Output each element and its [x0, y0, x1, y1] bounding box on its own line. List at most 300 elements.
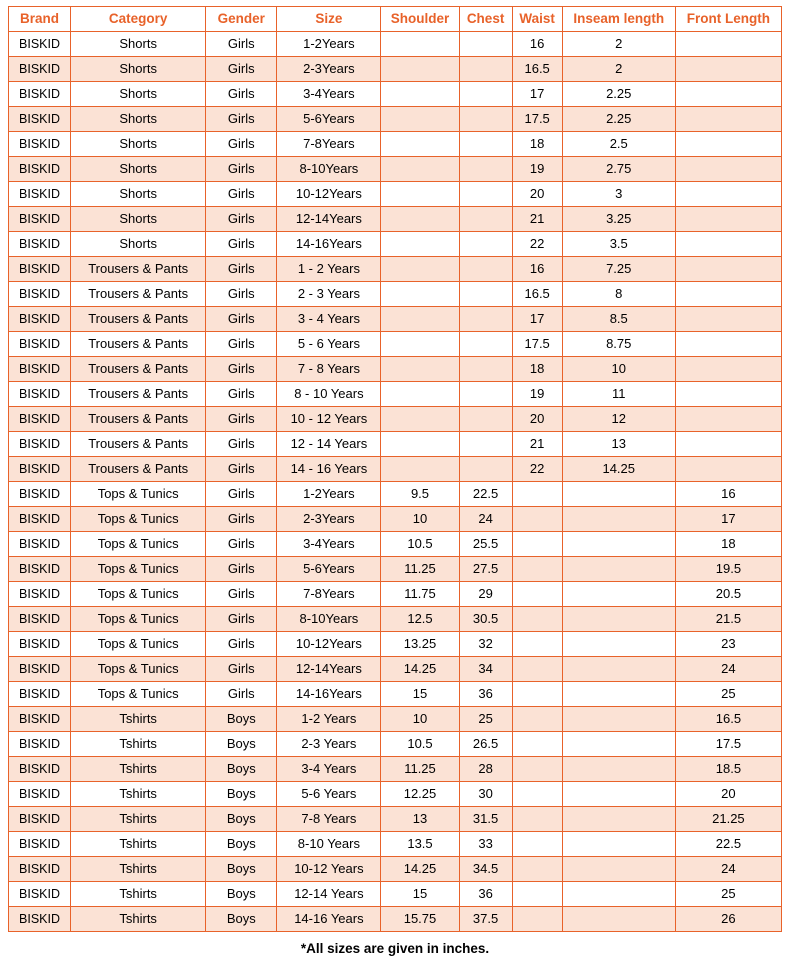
cell-front-length: 17 — [675, 507, 781, 532]
cell-inseam-length — [562, 507, 675, 532]
cell-shoulder: 13.5 — [381, 832, 459, 857]
cell-size: 7-8Years — [277, 582, 381, 607]
cell-shoulder — [381, 57, 459, 82]
cell-gender: Girls — [206, 157, 277, 182]
table-row — [9, 407, 782, 432]
cell-gender: Girls — [206, 357, 277, 382]
cell-brand: BISKID — [9, 757, 71, 782]
cell-gender: Girls — [206, 282, 277, 307]
cell-brand: BISKID — [9, 632, 71, 657]
cell-inseam-length — [562, 557, 675, 582]
cell-size: 5-6Years — [277, 107, 381, 132]
cell-shoulder: 10.5 — [381, 532, 459, 557]
cell-chest — [459, 407, 512, 432]
cell-front-length: 20.5 — [675, 582, 781, 607]
cell-front-length — [675, 82, 781, 107]
cell-front-length — [675, 107, 781, 132]
cell-category: Shorts — [71, 107, 206, 132]
cell-category: Trousers & Pants — [71, 332, 206, 357]
cell-gender: Girls — [206, 207, 277, 232]
cell-brand: BISKID — [9, 157, 71, 182]
cell-waist — [512, 782, 562, 807]
cell-size: 3-4 Years — [277, 757, 381, 782]
cell-inseam-length: 2.5 — [562, 132, 675, 157]
cell-category: Tshirts — [71, 857, 206, 882]
cell-size: 12-14 Years — [277, 882, 381, 907]
cell-shoulder: 13 — [381, 807, 459, 832]
column-header-brand: Brand — [9, 7, 71, 32]
cell-size: 7 - 8 Years — [277, 357, 381, 382]
cell-inseam-length — [562, 657, 675, 682]
cell-size: 2-3 Years — [277, 732, 381, 757]
cell-brand: BISKID — [9, 32, 71, 57]
cell-category: Tops & Tunics — [71, 657, 206, 682]
cell-inseam-length — [562, 607, 675, 632]
cell-front-length — [675, 182, 781, 207]
column-header-waist: Waist — [512, 7, 562, 32]
cell-brand: BISKID — [9, 257, 71, 282]
cell-inseam-length: 2.75 — [562, 157, 675, 182]
cell-gender: Girls — [206, 57, 277, 82]
cell-chest — [459, 307, 512, 332]
column-header-inseam-length: Inseam length — [562, 7, 675, 32]
cell-inseam-length: 2 — [562, 32, 675, 57]
cell-gender: Girls — [206, 507, 277, 532]
cell-waist — [512, 607, 562, 632]
cell-category: Shorts — [71, 207, 206, 232]
cell-brand: BISKID — [9, 782, 71, 807]
cell-size: 7-8Years — [277, 132, 381, 157]
table-header — [9, 7, 782, 32]
cell-size: 8-10Years — [277, 157, 381, 182]
cell-gender: Girls — [206, 532, 277, 557]
cell-waist — [512, 757, 562, 782]
cell-waist — [512, 507, 562, 532]
cell-chest: 31.5 — [459, 807, 512, 832]
cell-chest: 34.5 — [459, 857, 512, 882]
cell-gender: Boys — [206, 857, 277, 882]
cell-waist: 16 — [512, 257, 562, 282]
cell-waist — [512, 582, 562, 607]
cell-size: 5-6Years — [277, 557, 381, 582]
cell-front-length — [675, 332, 781, 357]
table-row — [9, 857, 782, 882]
cell-shoulder — [381, 307, 459, 332]
cell-brand: BISKID — [9, 557, 71, 582]
cell-inseam-length — [562, 732, 675, 757]
cell-brand: BISKID — [9, 832, 71, 857]
table-row — [9, 557, 782, 582]
cell-category: Tops & Tunics — [71, 507, 206, 532]
header-row — [9, 7, 782, 32]
cell-size: 7-8 Years — [277, 807, 381, 832]
cell-size: 3 - 4 Years — [277, 307, 381, 332]
cell-chest: 22.5 — [459, 482, 512, 507]
table-row — [9, 157, 782, 182]
cell-waist: 16.5 — [512, 282, 562, 307]
cell-size: 5-6 Years — [277, 782, 381, 807]
cell-inseam-length: 8.5 — [562, 307, 675, 332]
cell-gender: Girls — [206, 332, 277, 357]
cell-shoulder: 15 — [381, 882, 459, 907]
cell-gender: Boys — [206, 907, 277, 932]
cell-gender: Girls — [206, 607, 277, 632]
cell-chest: 28 — [459, 757, 512, 782]
table-row — [9, 532, 782, 557]
cell-category: Shorts — [71, 32, 206, 57]
cell-inseam-length: 14.25 — [562, 457, 675, 482]
cell-waist: 17.5 — [512, 107, 562, 132]
cell-waist: 18 — [512, 357, 562, 382]
cell-gender: Girls — [206, 407, 277, 432]
cell-waist — [512, 482, 562, 507]
cell-category: Tshirts — [71, 907, 206, 932]
cell-gender: Boys — [206, 882, 277, 907]
cell-chest: 30 — [459, 782, 512, 807]
table-row — [9, 182, 782, 207]
table-row — [9, 832, 782, 857]
cell-size: 3-4Years — [277, 82, 381, 107]
cell-inseam-length: 3.25 — [562, 207, 675, 232]
cell-category: Shorts — [71, 82, 206, 107]
cell-inseam-length — [562, 707, 675, 732]
cell-gender: Girls — [206, 682, 277, 707]
cell-size: 8 - 10 Years — [277, 382, 381, 407]
cell-inseam-length: 13 — [562, 432, 675, 457]
table-row — [9, 32, 782, 57]
cell-size: 8-10Years — [277, 607, 381, 632]
cell-inseam-length: 2.25 — [562, 107, 675, 132]
cell-inseam-length — [562, 532, 675, 557]
cell-waist — [512, 732, 562, 757]
cell-chest — [459, 207, 512, 232]
cell-gender: Girls — [206, 82, 277, 107]
cell-front-length: 21.5 — [675, 607, 781, 632]
cell-waist — [512, 907, 562, 932]
cell-brand: BISKID — [9, 82, 71, 107]
cell-waist — [512, 657, 562, 682]
table-row — [9, 657, 782, 682]
cell-shoulder — [381, 157, 459, 182]
cell-brand: BISKID — [9, 882, 71, 907]
cell-brand: BISKID — [9, 182, 71, 207]
cell-shoulder: 10 — [381, 507, 459, 532]
cell-front-length: 21.25 — [675, 807, 781, 832]
cell-front-length: 24 — [675, 857, 781, 882]
table-row — [9, 707, 782, 732]
cell-size: 2-3Years — [277, 57, 381, 82]
cell-shoulder — [381, 82, 459, 107]
cell-shoulder — [381, 457, 459, 482]
cell-chest — [459, 332, 512, 357]
cell-waist: 16.5 — [512, 57, 562, 82]
cell-gender: Girls — [206, 482, 277, 507]
cell-shoulder: 14.25 — [381, 857, 459, 882]
table-row — [9, 607, 782, 632]
cell-category: Tshirts — [71, 782, 206, 807]
cell-waist — [512, 857, 562, 882]
cell-shoulder: 9.5 — [381, 482, 459, 507]
cell-shoulder — [381, 382, 459, 407]
cell-inseam-length — [562, 907, 675, 932]
cell-chest — [459, 432, 512, 457]
cell-category: Tops & Tunics — [71, 632, 206, 657]
cell-size: 10 - 12 Years — [277, 407, 381, 432]
cell-gender: Girls — [206, 557, 277, 582]
cell-brand: BISKID — [9, 582, 71, 607]
cell-gender: Girls — [206, 257, 277, 282]
cell-category: Tshirts — [71, 757, 206, 782]
cell-front-length: 24 — [675, 657, 781, 682]
table-row — [9, 507, 782, 532]
cell-front-length: 16.5 — [675, 707, 781, 732]
cell-gender: Girls — [206, 107, 277, 132]
cell-brand: BISKID — [9, 732, 71, 757]
cell-inseam-length — [562, 682, 675, 707]
cell-front-length — [675, 382, 781, 407]
cell-category: Tshirts — [71, 882, 206, 907]
footnote: *All sizes are given in inches. — [300, 941, 490, 956]
cell-brand: BISKID — [9, 857, 71, 882]
cell-inseam-length: 2.25 — [562, 82, 675, 107]
cell-inseam-length — [562, 632, 675, 657]
cell-brand: BISKID — [9, 132, 71, 157]
cell-brand: BISKID — [9, 532, 71, 557]
table-row — [9, 257, 782, 282]
cell-waist: 16 — [512, 32, 562, 57]
cell-brand: BISKID — [9, 482, 71, 507]
cell-shoulder: 12.5 — [381, 607, 459, 632]
cell-category: Tops & Tunics — [71, 557, 206, 582]
cell-size: 2-3Years — [277, 507, 381, 532]
cell-waist: 22 — [512, 232, 562, 257]
cell-chest — [459, 282, 512, 307]
cell-chest: 29 — [459, 582, 512, 607]
cell-front-length: 18 — [675, 532, 781, 557]
cell-front-length — [675, 407, 781, 432]
cell-inseam-length: 7.25 — [562, 257, 675, 282]
cell-size: 3-4Years — [277, 532, 381, 557]
cell-size: 10-12Years — [277, 182, 381, 207]
cell-inseam-length — [562, 482, 675, 507]
cell-front-length — [675, 132, 781, 157]
cell-gender: Boys — [206, 757, 277, 782]
cell-waist — [512, 882, 562, 907]
cell-category: Trousers & Pants — [71, 457, 206, 482]
cell-brand: BISKID — [9, 332, 71, 357]
cell-waist: 17.5 — [512, 332, 562, 357]
cell-brand: BISKID — [9, 207, 71, 232]
cell-gender: Boys — [206, 832, 277, 857]
table-row — [9, 332, 782, 357]
table-row — [9, 57, 782, 82]
cell-category: Trousers & Pants — [71, 282, 206, 307]
cell-brand: BISKID — [9, 707, 71, 732]
cell-brand: BISKID — [9, 357, 71, 382]
cell-brand: BISKID — [9, 607, 71, 632]
cell-front-length: 23 — [675, 632, 781, 657]
cell-category: Trousers & Pants — [71, 307, 206, 332]
cell-front-length: 20 — [675, 782, 781, 807]
cell-shoulder: 13.25 — [381, 632, 459, 657]
cell-chest: 30.5 — [459, 607, 512, 632]
cell-size: 12 - 14 Years — [277, 432, 381, 457]
cell-chest — [459, 382, 512, 407]
table-row — [9, 882, 782, 907]
cell-brand: BISKID — [9, 282, 71, 307]
table-row — [9, 782, 782, 807]
cell-gender: Girls — [206, 32, 277, 57]
cell-category: Tshirts — [71, 707, 206, 732]
cell-gender: Boys — [206, 707, 277, 732]
cell-waist — [512, 532, 562, 557]
cell-shoulder — [381, 232, 459, 257]
column-header-size: Size — [277, 7, 381, 32]
cell-category: Trousers & Pants — [71, 382, 206, 407]
cell-front-length — [675, 282, 781, 307]
cell-waist: 21 — [512, 207, 562, 232]
cell-brand: BISKID — [9, 57, 71, 82]
cell-shoulder: 11.75 — [381, 582, 459, 607]
cell-size: 14-16Years — [277, 232, 381, 257]
cell-gender: Girls — [206, 232, 277, 257]
cell-shoulder: 12.25 — [381, 782, 459, 807]
cell-front-length: 17.5 — [675, 732, 781, 757]
cell-chest — [459, 257, 512, 282]
cell-waist: 22 — [512, 457, 562, 482]
cell-category: Tops & Tunics — [71, 607, 206, 632]
cell-waist: 17 — [512, 307, 562, 332]
column-header-gender: Gender — [206, 7, 277, 32]
cell-waist: 20 — [512, 407, 562, 432]
cell-shoulder — [381, 282, 459, 307]
cell-size: 10-12Years — [277, 632, 381, 657]
cell-inseam-length: 12 — [562, 407, 675, 432]
cell-inseam-length — [562, 807, 675, 832]
cell-size: 1-2Years — [277, 482, 381, 507]
column-header-category: Category — [71, 7, 206, 32]
cell-front-length: 18.5 — [675, 757, 781, 782]
cell-inseam-length: 11 — [562, 382, 675, 407]
cell-inseam-length: 3.5 — [562, 232, 675, 257]
cell-shoulder: 15.75 — [381, 907, 459, 932]
cell-inseam-length: 2 — [562, 57, 675, 82]
cell-chest: 25 — [459, 707, 512, 732]
cell-shoulder — [381, 32, 459, 57]
column-header-shoulder: Shoulder — [381, 7, 459, 32]
table-row — [9, 457, 782, 482]
cell-size: 8-10 Years — [277, 832, 381, 857]
cell-brand: BISKID — [9, 107, 71, 132]
cell-chest — [459, 182, 512, 207]
cell-category: Shorts — [71, 182, 206, 207]
table-row — [9, 107, 782, 132]
cell-shoulder: 10.5 — [381, 732, 459, 757]
cell-size: 10-12 Years — [277, 857, 381, 882]
cell-gender: Girls — [206, 132, 277, 157]
cell-brand: BISKID — [9, 407, 71, 432]
cell-gender: Girls — [206, 582, 277, 607]
cell-inseam-length — [562, 782, 675, 807]
cell-category: Shorts — [71, 157, 206, 182]
cell-gender: Girls — [206, 457, 277, 482]
cell-category: Tops & Tunics — [71, 582, 206, 607]
cell-gender: Girls — [206, 182, 277, 207]
table-row — [9, 732, 782, 757]
cell-shoulder — [381, 207, 459, 232]
cell-chest — [459, 57, 512, 82]
cell-brand: BISKID — [9, 232, 71, 257]
cell-front-length: 19.5 — [675, 557, 781, 582]
table-row — [9, 632, 782, 657]
cell-inseam-length — [562, 582, 675, 607]
table-row — [9, 357, 782, 382]
cell-gender: Girls — [206, 657, 277, 682]
cell-brand: BISKID — [9, 657, 71, 682]
table-row — [9, 132, 782, 157]
cell-chest — [459, 82, 512, 107]
cell-gender: Boys — [206, 732, 277, 757]
cell-gender: Boys — [206, 807, 277, 832]
cell-front-length: 25 — [675, 882, 781, 907]
cell-category: Shorts — [71, 57, 206, 82]
cell-front-length — [675, 157, 781, 182]
cell-chest: 27.5 — [459, 557, 512, 582]
cell-gender: Girls — [206, 307, 277, 332]
cell-brand: BISKID — [9, 682, 71, 707]
cell-brand: BISKID — [9, 457, 71, 482]
cell-inseam-length: 8.75 — [562, 332, 675, 357]
cell-front-length — [675, 307, 781, 332]
cell-chest — [459, 457, 512, 482]
cell-inseam-length — [562, 832, 675, 857]
table-row — [9, 232, 782, 257]
size-chart-table — [8, 6, 782, 932]
cell-category: Tshirts — [71, 732, 206, 757]
cell-inseam-length — [562, 882, 675, 907]
table-row — [9, 382, 782, 407]
cell-shoulder: 11.25 — [381, 557, 459, 582]
cell-size: 1 - 2 Years — [277, 257, 381, 282]
cell-shoulder — [381, 332, 459, 357]
cell-size: 1-2Years — [277, 32, 381, 57]
cell-front-length — [675, 232, 781, 257]
cell-size: 12-14Years — [277, 657, 381, 682]
cell-shoulder — [381, 432, 459, 457]
cell-category: Tops & Tunics — [71, 682, 206, 707]
cell-waist — [512, 632, 562, 657]
cell-inseam-length — [562, 757, 675, 782]
cell-gender: Boys — [206, 782, 277, 807]
cell-chest: 26.5 — [459, 732, 512, 757]
cell-front-length: 22.5 — [675, 832, 781, 857]
cell-chest: 24 — [459, 507, 512, 532]
cell-front-length — [675, 257, 781, 282]
cell-size: 14-16Years — [277, 682, 381, 707]
cell-gender: Girls — [206, 432, 277, 457]
cell-shoulder — [381, 257, 459, 282]
cell-brand: BISKID — [9, 432, 71, 457]
cell-category: Tshirts — [71, 807, 206, 832]
cell-waist — [512, 832, 562, 857]
column-header-front-length: Front Length — [675, 7, 781, 32]
cell-chest: 37.5 — [459, 907, 512, 932]
cell-size: 12-14Years — [277, 207, 381, 232]
cell-waist — [512, 557, 562, 582]
table-row — [9, 482, 782, 507]
cell-brand: BISKID — [9, 507, 71, 532]
cell-waist: 17 — [512, 82, 562, 107]
